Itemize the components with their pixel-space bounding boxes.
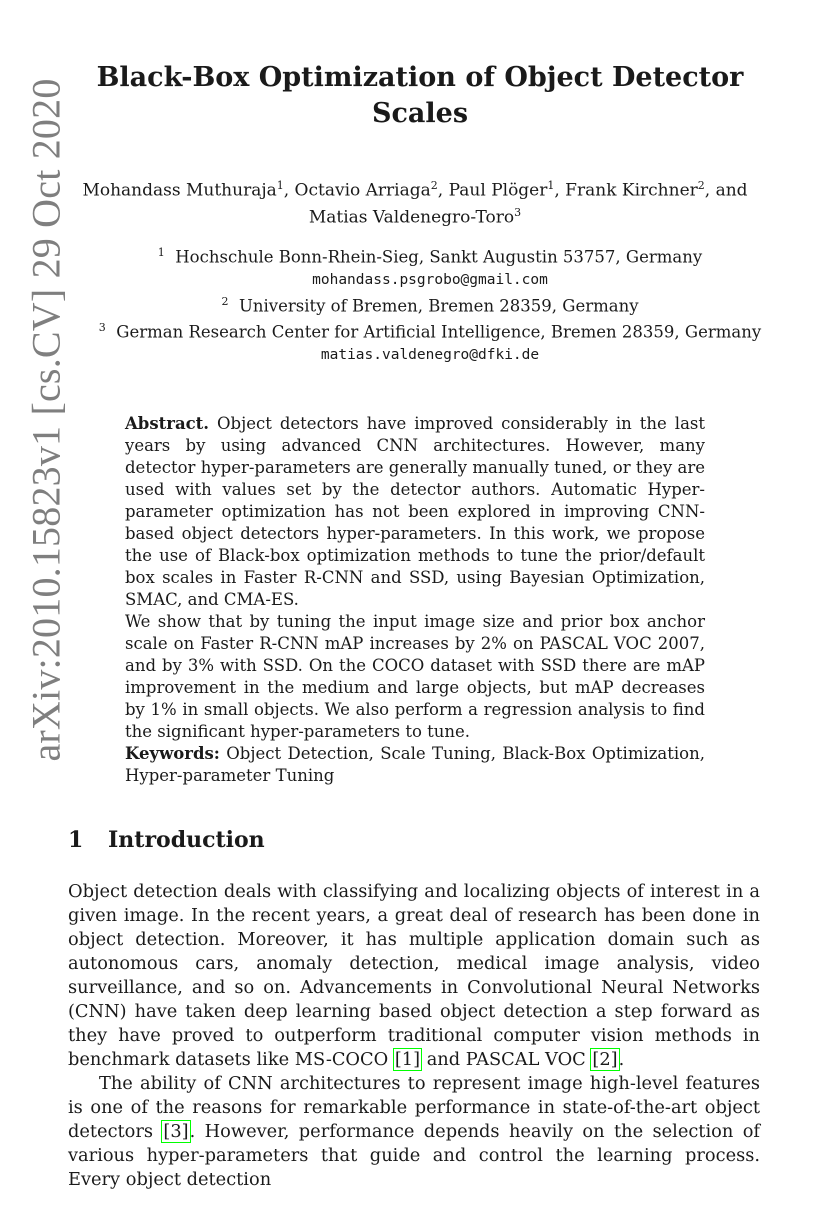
citation-link[interactable]: [2] bbox=[592, 1049, 618, 1070]
section-number: 1 bbox=[68, 827, 84, 853]
section-title: Introduction bbox=[108, 827, 265, 853]
author-name: Matias Valdenegro-Toro bbox=[308, 207, 515, 228]
affiliation-marker: 2 bbox=[221, 294, 229, 308]
author-list bbox=[60, 175, 770, 228]
affiliation-marker: 1 bbox=[157, 246, 165, 259]
intro-text: Object detection deals with classifying and localizing objects of interest in a given image. In the recent years, a great deal of research has been done in object detection. Moreover, it has multiple application domain such as autonomous cars, anomaly detection, medical image analysis, video surveillance, and so on. Advancements in Convolutional Neural Networks (CNN) have taken deep learning based object detection a step forward as they have proved to outperform traditional computer vision methods in benchmark datasets like MS-COCO bbox=[68, 881, 760, 1070]
abstract-paragraph-2: We show that by tuning the input image size and prior box anchor scale on Faster R-CNN mAP increases by 2% on PASCAL VOC 2007, and by 3% with SSD. On the COCO dataset with SSD there are mAP improvement in the medium and large objects, but mAP decreases by 1% in small objects. We also perform a regression analysis to find the significant hyper-parameters to tune. bbox=[125, 612, 705, 741]
affiliation-text: University of Bremen, Bremen 28359, Germany bbox=[238, 296, 639, 315]
author-affil-marker: 2 bbox=[430, 179, 438, 192]
email-3: matias.valdenegro@dfki.de bbox=[320, 346, 540, 363]
intro-paragraph-1 bbox=[68, 880, 760, 1072]
affiliation-text: German Research Center for Artificial Intelligence, Bremen 28359, Germany bbox=[116, 322, 762, 342]
citation-link[interactable]: [3] bbox=[163, 1121, 189, 1142]
section-heading bbox=[68, 827, 265, 853]
author-conjunction: , and bbox=[704, 180, 748, 201]
author-affil-marker: 1 bbox=[276, 179, 284, 192]
author-name: , Frank Kirchner bbox=[554, 180, 698, 201]
abstract-label: Abstract. bbox=[125, 414, 210, 433]
author-affil-marker: 1 bbox=[547, 179, 555, 192]
title-line-1: Black-Box Optimization of Object Detector bbox=[96, 62, 744, 93]
email-1: mohandass.psgrobo@gmail.com bbox=[312, 271, 548, 288]
abstract bbox=[125, 413, 705, 743]
paper-title bbox=[70, 60, 770, 132]
author-name: Mohandass Muthuraja bbox=[82, 180, 277, 201]
abstract-text-1: Object detectors have improved considerably in the last years by using advanced CNN architectures. However, many detector hyper-parameters are generally manually tuned, or they are used with values set by the detector authors. Automatic Hyper-parameter optimization has not been explored in improving CNN-based object detectors hyper-parameters. In this work, we propose the use of Black-box optimization methods to tune the prior/default box scales in Faster R-CNN and SSD, using Bayesian Optimization, SMAC, and CMA-ES. bbox=[125, 414, 705, 609]
intro-paragraph-2 bbox=[68, 1072, 760, 1192]
keywords-text: Object Detection, Scale Tuning, Black-Box Optimization, Hyper-parameter Tuning bbox=[125, 744, 705, 785]
intro-text: . However, performance depends heavily on the selection of various hyper-parameters that guide and control the learning process. Every object detection bbox=[68, 1121, 760, 1190]
arxiv-identifier: arXiv:2010.15823v1 [cs.CV] 29 Oct 2020 bbox=[23, 78, 69, 762]
author-affil-marker: 2 bbox=[697, 179, 705, 192]
affiliation-1 bbox=[60, 242, 800, 269]
abstract-paragraph-1 bbox=[125, 413, 705, 611]
author-name: , Paul Plöger bbox=[437, 180, 548, 201]
author-name: , Octavio Arriaga bbox=[283, 180, 431, 201]
introduction-body bbox=[68, 880, 760, 1192]
keywords-label: Keywords: bbox=[125, 744, 220, 763]
affiliation-3 bbox=[60, 317, 800, 344]
keywords bbox=[125, 743, 705, 787]
author-line-2 bbox=[60, 202, 770, 229]
author-line-1 bbox=[60, 175, 770, 202]
intro-text: . bbox=[618, 1049, 625, 1070]
affiliation-text: Hochschule Bonn-Rhein-Sieg, Sankt Augustin 53757, Germany bbox=[175, 247, 703, 267]
affiliation-marker: 3 bbox=[98, 321, 106, 334]
title-line-2: Scales bbox=[371, 98, 469, 129]
intro-text: and PASCAL VOC bbox=[421, 1049, 592, 1070]
author-affil-marker: 3 bbox=[514, 205, 522, 219]
affiliations bbox=[60, 242, 800, 366]
affiliation-2 bbox=[60, 291, 800, 318]
citation-link[interactable]: [1] bbox=[394, 1049, 421, 1070]
intro-text: The ability of CNN architectures to represent image high-level features is one of the reasons for remarkable performance in state-of-the-art object detectors bbox=[68, 1073, 760, 1142]
